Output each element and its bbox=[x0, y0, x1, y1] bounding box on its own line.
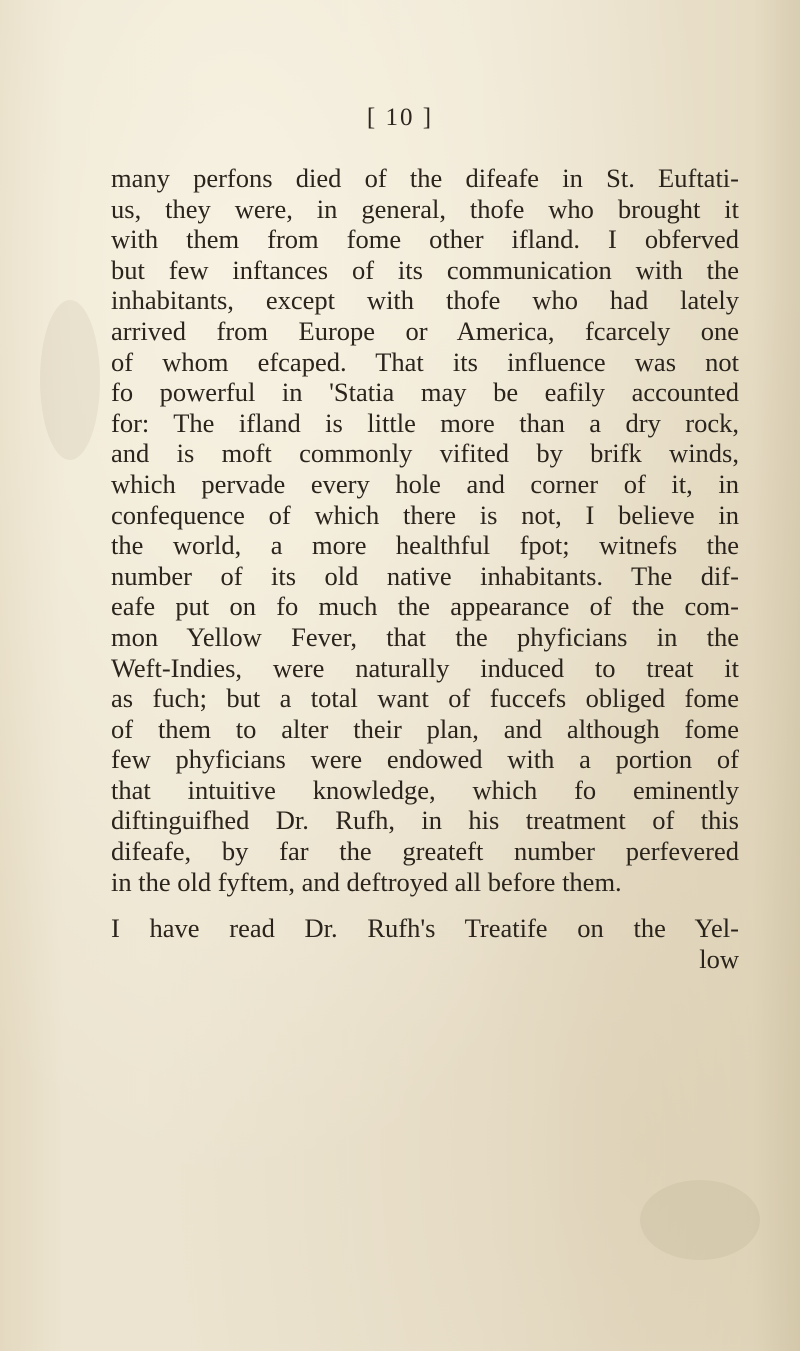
page-number: [ 10 ] bbox=[366, 104, 434, 131]
text-line: in the old fyftem, and deftroyed all before them. bbox=[111, 866, 622, 897]
text-line: difeafe, by far the greateft number perfevered bbox=[111, 836, 739, 867]
text-line: eafe put on fo much the appearance of the com- bbox=[111, 591, 739, 622]
text-line: Weft-Indies, were naturally induced to treat it bbox=[111, 652, 739, 683]
text-line: mon Yellow Fever, that the phyficians in the bbox=[111, 621, 739, 652]
text-line: for: The ifland is little more than a dry rock, bbox=[111, 407, 739, 438]
text-line: us, they were, in general, thofe who brought it bbox=[111, 193, 739, 224]
text-line: that intuitive knowledge, which fo eminently bbox=[111, 774, 739, 805]
text-line: inhabitants, except with thofe who had lately bbox=[111, 285, 739, 316]
text-line: of whom efcaped. That its influence was not bbox=[111, 346, 739, 377]
catchword: low bbox=[699, 943, 739, 974]
text-line: as fuch; but a total want of fuccefs obliged fome bbox=[111, 683, 739, 714]
text-line: arrived from Europe or America, fcarcely one bbox=[111, 315, 739, 346]
text-line: confequence of which there is not, I believe in bbox=[111, 499, 739, 530]
text-line: many perfons died of the difeafe in St. Euftati- bbox=[111, 163, 739, 193]
paper-stain bbox=[40, 300, 100, 460]
page-body bbox=[111, 163, 739, 974]
text-line: but few inftances of its communication with the bbox=[111, 254, 739, 285]
text-line: number of its old native inhabitants. The dif- bbox=[111, 560, 739, 591]
text-line: of them to alter their plan, and although fome bbox=[111, 713, 739, 744]
paragraph-gap bbox=[111, 897, 739, 913]
text-line: I have read Dr. Rufh's Treatife on the Yel- bbox=[111, 913, 739, 944]
text-line: fo powerful in 'Statia may be eafily accounted bbox=[111, 377, 739, 408]
text-line: with them from fome other ifland. I obferved bbox=[111, 224, 739, 255]
text-line: few phyficians were endowed with a portion of bbox=[111, 744, 739, 775]
paragraph-1 bbox=[111, 163, 739, 897]
text-line: which pervade every hole and corner of it, in bbox=[111, 468, 739, 499]
text-line: and is moft commonly vifited by brifk winds, bbox=[111, 438, 739, 469]
paragraph-2 bbox=[111, 913, 739, 974]
text-line: diftinguifhed Dr. Rufh, in his treatment of this bbox=[111, 805, 739, 836]
text-line: the world, a more healthful fpot; witnefs the bbox=[111, 530, 739, 561]
paper-stain bbox=[640, 1180, 760, 1260]
